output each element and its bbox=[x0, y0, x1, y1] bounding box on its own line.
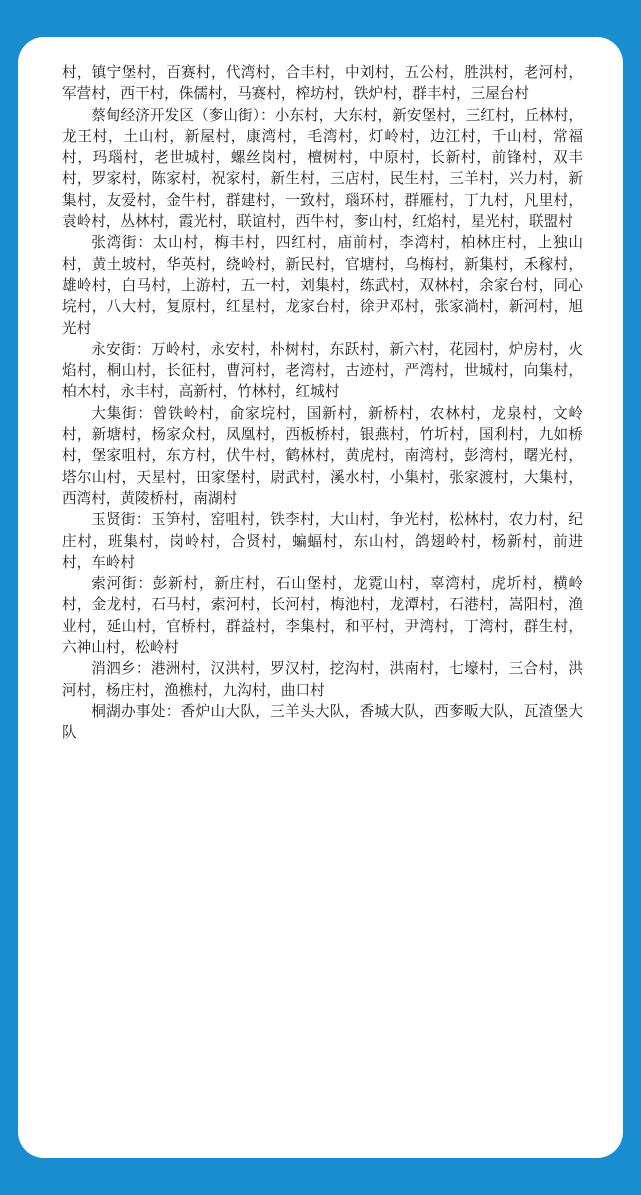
document-card bbox=[18, 37, 623, 1158]
paragraph-continued-villages: 村，镇宁堡村，百赛村，代湾村，合丰村，中刘村，五公村，胜洪村，老河村，军营村，西干村，侏儒村，马赛村，榨坊村，铁炉村，群丰村，三屋台村 bbox=[62, 64, 583, 103]
paragraph-zhangwan-street: 张湾街：太山村，梅丰村，四红村，庙前村，李湾村，柏林庄村，上独山村，黄土坡村，华英村，绕岭村，新民村，官塘村，乌梅村，新集村，禾稼村，雄岭村，白马村，上游村，五一村，刘集村，练武村，双林村，余家台村，同心垸村，八大村，复原村，红星村，龙家台村，徐尹邓村，张家淌村，新河村，旭光村 bbox=[62, 234, 583, 337]
paragraph-xiaosi-township: 消泗乡：港洲村，汉洪村，罗汉村，挖沟村，洪南村，七壕村，三合村，洪河村，杨庄村，渔樵村，九沟村，曲口村 bbox=[62, 660, 583, 699]
paragraph-suohe-street: 索河街：彭新村，新庄村，石山堡村，龙霓山村，辜湾村，虎圻村，横岭村，金龙村，石马村，索河村，长河村，梅池村，龙潭村，石港村，嵩阳村，渔业村，延山村，官桥村，群益村，李集村，和平村，尹湾村，丁湾村，群生村，六神山村，松岭村 bbox=[62, 575, 583, 657]
paragraph-daji-street: 大集街：曾铁岭村，俞家垸村，国新村，新桥村，农林村，龙泉村，文岭村，新塘村，杨家众村，凤凰村，西板桥村，银燕村，竹圻村，国利村，九如桥村，堡家咀村，东方村，伏牛村，鹤林村，黄虎村，南湾村，彭湾村，曙光村，塔尔山村，天星村，田家堡村，尉武村，溪水村，小集村，张家渡村，大集村，西湾村，黄陵桥村，南湖村 bbox=[62, 404, 583, 507]
paragraph-yongan-street: 永安街：万岭村，永安村，朴树村，东跃村，新六村，花园村，炉房村，火焰村，桐山村，长征村，曹河村，老湾村，古迹村，严湾村，世城村，向集村，柏木村，永丰村，高新村，竹林村，红城村 bbox=[62, 340, 583, 401]
paragraph-caidian-development-zone: 蔡甸经济开发区（奓山街）：小东村，大东村，新安堡村，三红村，丘林村，龙王村，土山村，新屋村，康湾村，毛湾村，灯岭村，边江村，千山村，常福村，玛瑙村，老世城村，螺丝岗村，檀树村，中原村，长新村，前锋村，双丰村，罗家村，陈家村，祝家村，新生村，三店村，民生村，三羊村，兴力村，新集村，友爱村，金牛村，群建村，一致村，瑙环村，群雁村，丁九村，凡里村，袁岭村，丛林村，霞光村，联谊村，西牛村，奓山村，红焰村，星光村，联盟村 bbox=[62, 106, 583, 231]
paragraph-tonghu-office: 桐湖办事处：香炉山大队，三羊头大队，香城大队，西奓畈大队，瓦渣堡大队 bbox=[62, 702, 583, 742]
paragraph-yuxian-street: 玉贤街：玉笋村，窑咀村，铁李村，大山村，争光村，松林村，农力村，纪庄村，班集村，岗岭村，合贤村，蝙蝠村，东山村，鸽翅岭村，杨新村，前进村，车岭村 bbox=[62, 511, 583, 571]
